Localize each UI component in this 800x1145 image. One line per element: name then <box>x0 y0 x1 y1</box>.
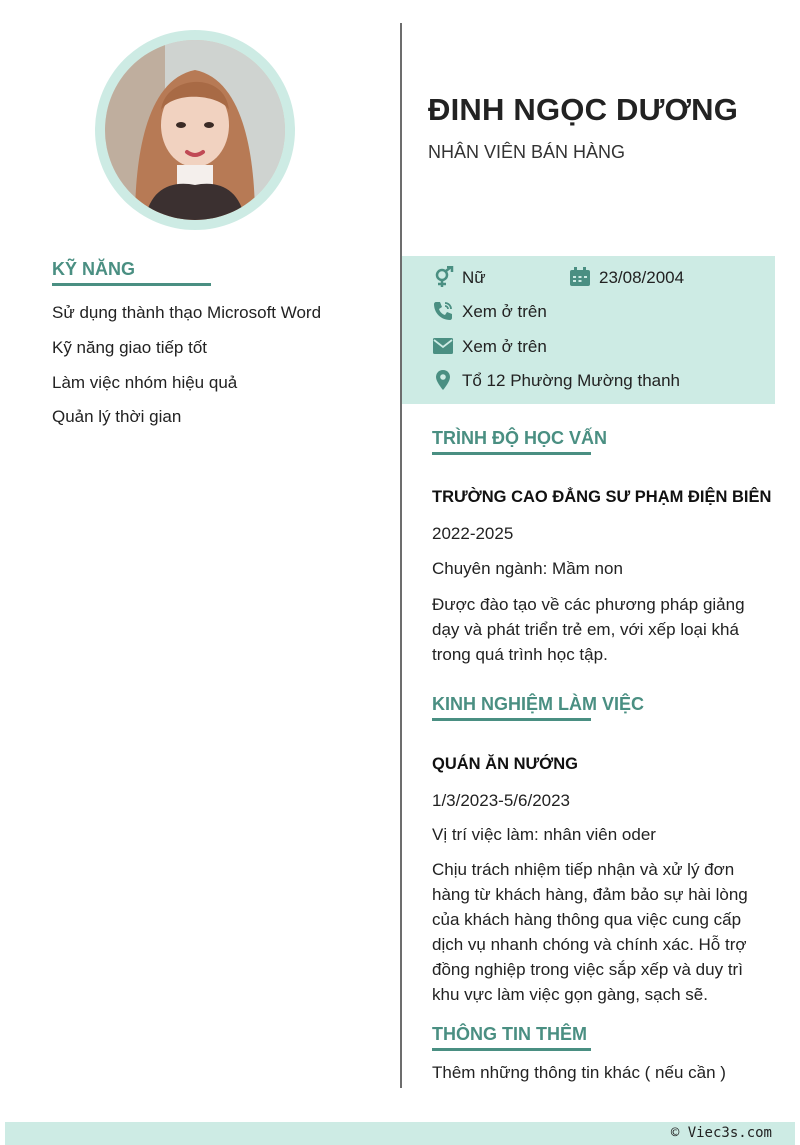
education-title-underline <box>432 452 591 455</box>
experience-title: KINH NGHIỆM LÀM VIỆC <box>432 694 645 714</box>
experience-title-underline <box>432 718 591 721</box>
candidate-name: ĐINH NGỌC DƯƠNG <box>428 92 739 127</box>
company-name: QUÁN ĂN NƯỚNG <box>432 755 579 773</box>
skill-item: Làm việc nhóm hiệu quả <box>52 373 238 392</box>
column-divider <box>400 23 402 1088</box>
gender-icon <box>432 266 454 288</box>
skill-item: Kỹ năng giao tiếp tốt <box>52 338 208 357</box>
calendar-icon <box>569 266 591 288</box>
school-name: TRƯỜNG CAO ĐẲNG SƯ PHẠM ĐIỆN BIÊN <box>432 488 772 506</box>
experience-period: 1/3/2023-5/6/2023 <box>432 791 571 810</box>
education-description: Được đào tạo về các phương pháp giảng dạy và phát triển trẻ em, với xếp loại khá trong quá trình học tập. <box>432 595 745 664</box>
education-major: Chuyên ngành: Mầm non <box>432 559 623 578</box>
job-title: NHÂN VIÊN BÁN HÀNG <box>428 142 626 162</box>
footer-watermark[interactable]: © Viec3s.com <box>670 1125 772 1141</box>
skill-item: Sử dụng thành thạo Microsoft Word <box>52 303 322 322</box>
skill-item: Quản lý thời gian <box>52 407 182 426</box>
additional-title: THÔNG TIN THÊM <box>432 1024 587 1044</box>
email-value: Xem ở trên <box>462 337 547 356</box>
email-icon <box>432 335 454 357</box>
address-value: Tổ 12 Phường Mường thanh <box>462 371 681 390</box>
gender-value: Nữ <box>462 268 486 287</box>
experience-position: Vị trí việc làm: nhân viên oder <box>432 825 656 844</box>
experience-description: Chịu trách nhiệm tiếp nhận và xử lý đơn hàng từ khách hàng, đảm bảo sự hài lòng của khách hàng thông qua việc cung cấp dịch vụ nhanh chóng và chính xác. Hỗ trợ đồng nghiệp trong việc sắp xếp và duy trì khu vực làm việc gọn gàng, sạch sẽ. <box>432 860 748 1004</box>
additional-text: Thêm những thông tin khác ( nếu cần ) <box>432 1063 726 1082</box>
additional-title-underline <box>432 1048 591 1051</box>
phone-icon <box>432 300 454 322</box>
skills-title-underline <box>52 283 211 286</box>
birthday-value: 23/08/2004 <box>599 268 685 287</box>
education-title: TRÌNH ĐỘ HỌC VẤN <box>432 428 607 448</box>
location-icon <box>432 369 454 391</box>
skills-title: KỸ NĂNG <box>52 259 136 279</box>
phone-value: Xem ở trên <box>462 302 547 321</box>
avatar <box>105 40 285 220</box>
education-period: 2022-2025 <box>432 524 514 543</box>
